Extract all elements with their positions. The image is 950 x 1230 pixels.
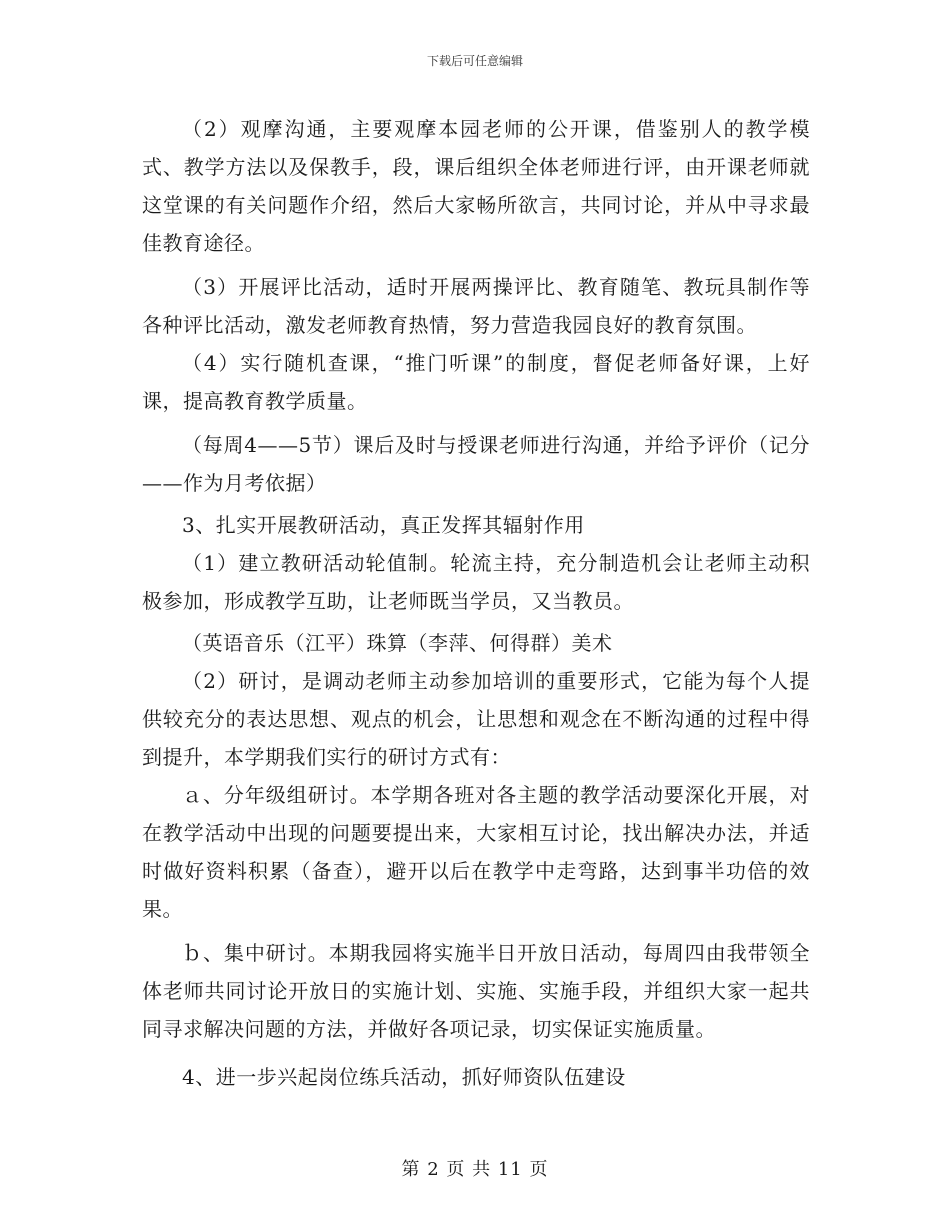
paragraph-research-forms: （2）研讨，是调动老师主动参加培训的重要形式，它能为每个人提供较充分的表达思想、观点的机会，让思想和观念在不断沟通的过程中得到提升，本学期我们实行的研讨方式有： bbox=[142, 669, 810, 769]
page-footer: 第 2 页 共 11 页 bbox=[401, 1159, 549, 1180]
document-body bbox=[142, 110, 810, 1096]
paragraph-evaluation-activities: （3）开展评比活动，适时开展两操评比、教育随笔、教玩具制作等各种评比活动，激发老师教育热情，努力营造我园良好的教育氛围。 bbox=[142, 275, 810, 337]
paragraph-subjects: （英语音乐（江平）珠算（李萍、何得群）美术 bbox=[182, 631, 613, 655]
section-heading-research: 3、扎实开展教研活动，真正发挥其辐射作用 bbox=[182, 513, 585, 537]
paragraph-rotation-system: （1）建立教研活动轮值制。轮流主持，充分制造机会让老师主动积极参加，形成教学互助，让老师既当学员，又当教员。 bbox=[142, 551, 810, 613]
paragraph-weekly-classes: （每周4——5节）课后及时与授课老师进行沟通，并给予评价（记分——作为月考依据） bbox=[142, 433, 810, 495]
paragraph-central-research: ｂ、集中研讨。本期我园将实施半日开放日活动，每周四由我带领全体老师共同讨论开放日的实施计划、实施、实施手段，并组织大家一起共同寻求解决问题的方法，并做好各项记录，切实保证实施质量。 bbox=[142, 941, 810, 1041]
paragraph-observe-communication: （2）观摩沟通，主要观摩本园老师的公开课，借鉴别人的教学模式、教学方法以及保教手，段，课后组织全体老师进行评，由开课老师就这堂课的有关问题作介绍，然后大家畅所欲言，共同讨论，并从中寻求最佳教育途径。 bbox=[142, 117, 810, 255]
section-heading-training: 4、进一步兴起岗位练兵活动，抓好师资队伍建设 bbox=[182, 1065, 626, 1089]
paragraph-grade-research: ａ、分年级组研讨。本学期各班对各主题的教学活动要深化开展，对在教学活动中出现的问题要提出来，大家相互讨论，找出解决办法，并适时做好资料积累（备查），避开以后在教学中走弯路，达到事半功倍的效果。 bbox=[142, 783, 810, 921]
page-header: 下载后可任意编辑 bbox=[426, 54, 523, 68]
paragraph-random-class-check: （4）实行随机查课，“推门听课”的制度，督促老师备好课，上好课，提高教育教学质量。 bbox=[142, 351, 810, 413]
